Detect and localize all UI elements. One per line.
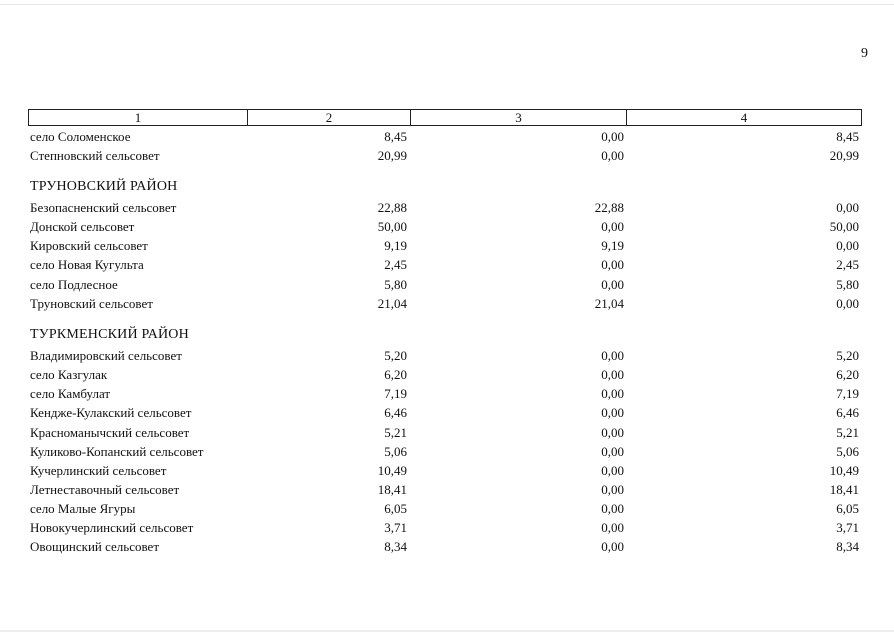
row-value-col4: 20,99 [829, 148, 859, 163]
scan-edge-top [0, 4, 894, 5]
table-row [0, 219, 894, 237]
row-name: Степновский сельсовет [30, 148, 160, 163]
row-value-col3: 0,00 [601, 348, 624, 363]
row-value-col2: 5,21 [384, 425, 407, 440]
row-value-col2: 18,41 [377, 482, 407, 497]
row-name: Новокучерлинский сельсовет [30, 520, 194, 535]
row-value-col4: 7,19 [836, 386, 859, 401]
table-row [0, 257, 894, 275]
row-value-col2: 9,19 [384, 238, 407, 253]
row-value-col2: 8,34 [384, 539, 407, 554]
row-value-col2: 22,88 [377, 200, 407, 215]
table-row [0, 148, 894, 166]
row-value-col2: 5,80 [384, 277, 407, 292]
row-value-col3: 0,00 [601, 277, 624, 292]
row-value-col4: 6,05 [836, 501, 859, 516]
row-name: Донской сельсовет [30, 219, 135, 234]
row-name: село Малые Ягуры [30, 501, 136, 516]
table-row [0, 238, 894, 256]
page-number: 9 [861, 46, 868, 61]
row-value-col2: 5,20 [384, 348, 407, 363]
row-value-col2: 2,45 [384, 257, 407, 272]
row-name: село Новая Кугульта [30, 257, 144, 272]
row-value-col3: 0,00 [601, 219, 624, 234]
row-value-col4: 3,71 [836, 520, 859, 535]
row-value-col4: 5,80 [836, 277, 859, 292]
table-row [0, 367, 894, 385]
row-name: Красноманычский сельсовет [30, 425, 190, 440]
table-row [0, 501, 894, 519]
row-value-col2: 7,19 [384, 386, 407, 401]
column-header-4: 4 [740, 110, 748, 125]
row-value-col4: 0,00 [836, 296, 859, 311]
row-value-col4: 0,00 [836, 200, 859, 215]
row-value-col3: 0,00 [601, 257, 624, 272]
table-row [0, 386, 894, 404]
row-value-col4: 5,20 [836, 348, 859, 363]
table-row [0, 463, 894, 481]
table-row [0, 425, 894, 443]
row-value-col3: 21,04 [594, 296, 624, 311]
row-name: село Казгулак [30, 367, 108, 382]
row-name: Труновский сельсовет [30, 296, 153, 311]
row-value-col3: 0,00 [601, 539, 624, 554]
column-header-3: 3 [411, 110, 627, 125]
row-value-col2: 21,04 [377, 296, 407, 311]
table-row [0, 539, 894, 557]
row-value-col4: 8,45 [836, 129, 859, 144]
row-value-col3: 0,00 [601, 482, 624, 497]
row-value-col3: 0,00 [601, 444, 624, 459]
row-name: Летнеставочный сельсовет [30, 482, 180, 497]
row-name: Безопасненский сельсовет [30, 200, 177, 215]
row-value-col4: 2,45 [836, 257, 859, 272]
row-value-col3: 9,19 [601, 238, 624, 253]
table-row [0, 405, 894, 423]
row-value-col3: 0,00 [601, 425, 624, 440]
section-title-trunovsky: ТРУНОВСКИЙ РАЙОН [30, 179, 178, 194]
row-name: Кучерлинский сельсовет [30, 463, 167, 478]
column-header-2: 2 [248, 110, 411, 125]
row-value-col4: 0,00 [836, 238, 859, 253]
row-value-col4: 5,06 [836, 444, 859, 459]
row-value-col4: 8,34 [836, 539, 859, 554]
row-value-col4: 5,21 [836, 425, 859, 440]
table-row [0, 200, 894, 218]
table-header-row [28, 109, 862, 126]
row-value-col2: 50,00 [377, 219, 407, 234]
row-value-col2: 20,99 [377, 148, 407, 163]
table-row [0, 482, 894, 500]
row-value-col4: 6,46 [836, 405, 859, 420]
row-name: Куликово-Копанский сельсовет [30, 444, 204, 459]
table-row [0, 444, 894, 462]
column-header-1: 1 [29, 110, 248, 125]
table-row [0, 348, 894, 366]
row-name: село Подлесное [30, 277, 118, 292]
row-value-col4: 10,49 [829, 463, 859, 478]
row-value-col4: 50,00 [829, 219, 859, 234]
row-value-col4: 18,41 [829, 482, 859, 497]
row-value-col2: 8,45 [384, 129, 407, 144]
row-value-col2: 6,20 [384, 367, 407, 382]
row-value-col3: 0,00 [601, 405, 624, 420]
row-name: Владимировский сельсовет [30, 348, 182, 363]
row-name: село Камбулат [30, 386, 111, 401]
table-row [0, 296, 894, 314]
row-name: село Соломенское [30, 129, 131, 144]
row-value-col3: 0,00 [601, 148, 624, 163]
table-row [0, 277, 894, 295]
row-value-col2: 6,46 [384, 405, 407, 420]
row-value-col3: 0,00 [601, 463, 624, 478]
table-row [0, 129, 894, 147]
row-value-col3: 22,88 [594, 200, 624, 215]
row-value-col3: 0,00 [601, 520, 624, 535]
table-row [0, 520, 894, 538]
row-value-col3: 0,00 [601, 129, 624, 144]
row-value-col3: 0,00 [601, 367, 624, 382]
row-name: Кендже-Кулакский сельсовет [30, 405, 192, 420]
row-name: Кировский сельсовет [30, 238, 148, 253]
section-title-turkmensky: ТУРКМЕНСКИЙ РАЙОН [30, 327, 189, 342]
scan-edge-bottom [0, 630, 894, 632]
row-value-col4: 6,20 [836, 367, 859, 382]
row-value-col3: 0,00 [601, 386, 624, 401]
row-value-col2: 6,05 [384, 501, 407, 516]
row-value-col2: 3,71 [384, 520, 407, 535]
row-name: Овощинский сельсовет [30, 539, 160, 554]
row-value-col2: 10,49 [377, 463, 407, 478]
row-value-col3: 0,00 [601, 501, 624, 516]
row-value-col2: 5,06 [384, 444, 407, 459]
